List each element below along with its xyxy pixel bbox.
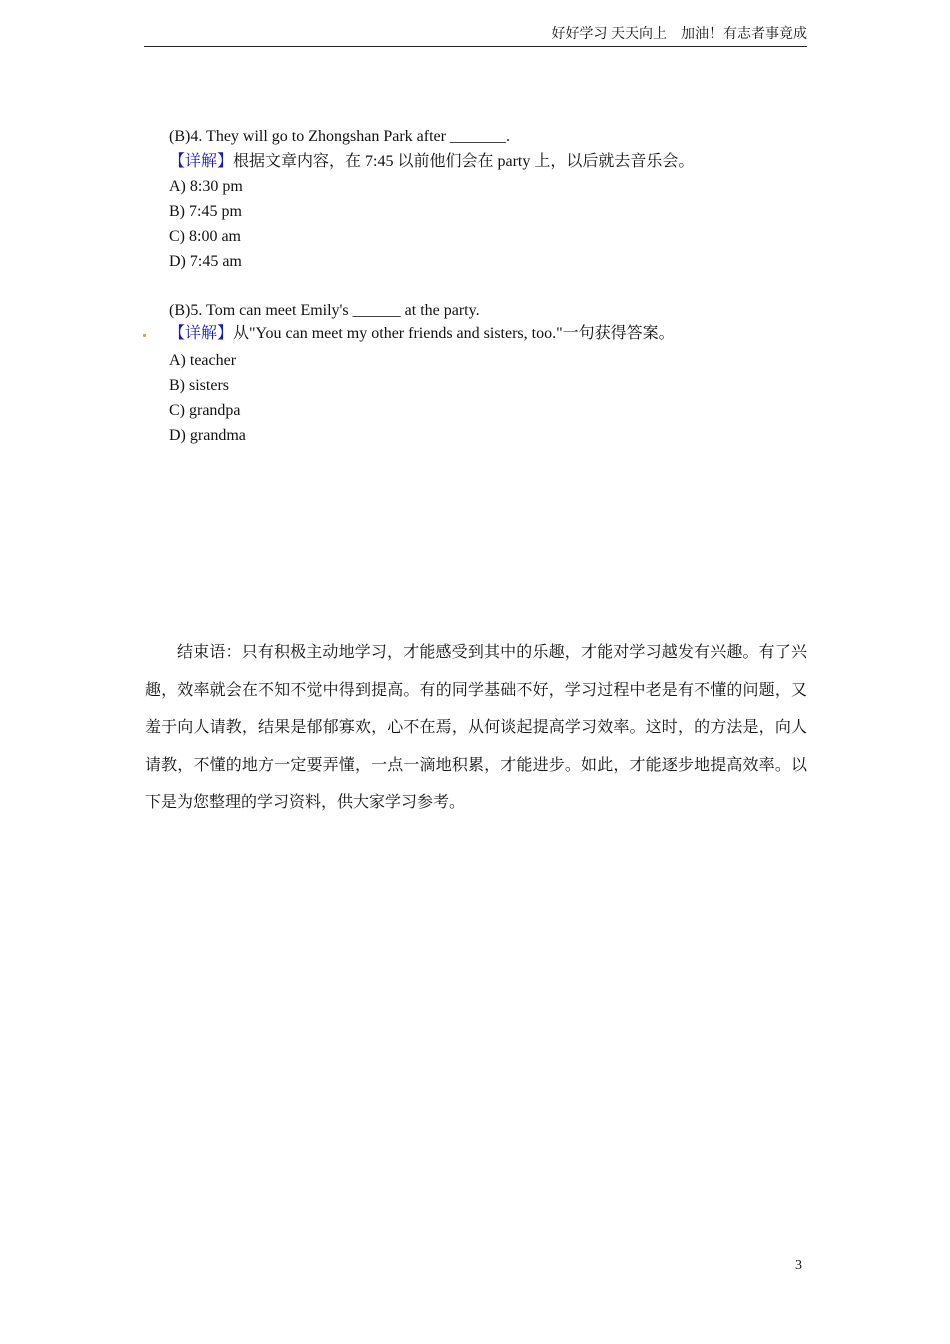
question-5 <box>169 298 675 448</box>
header-motto: 好好学习 天天向上 加油！有志者事竟成 <box>551 27 807 42</box>
option-c: C) 8:00 am <box>169 228 241 245</box>
option-d: D) grandma <box>169 427 246 444</box>
question-stem: (B)4. They will go to Zhongshan Park after _______. <box>169 128 510 145</box>
question-detail <box>169 149 694 174</box>
conclusion-paragraph: 结束语：只有积极主动地学习，才能感受到其中的乐趣，才能对学习越发有兴趣。有了兴趣，效率就会在不知不觉中得到提高。有的同学基础不好，学习过程中老是有不懂的问题，又羞于向人请教，结果是郁郁寡欢，心不在焉，从何谈起提高学习效率。这时，的方法是，向人请教，不懂的地方一定要弄懂，一点一滴地积累，才能进步。如此，才能逐步地提高效率。以下是为您整理的学习资料，供大家学习参考。 <box>145 644 807 811</box>
detail-text: 从"You can meet my other friends and sisters, too."一句获得答案。 <box>233 325 675 342</box>
question-4 <box>169 124 694 274</box>
option-a: A) 8:30 pm <box>169 178 243 195</box>
option-b: B) sisters <box>169 377 229 394</box>
page-number: 3 <box>795 1258 802 1273</box>
detail-text: 根据文章内容，在 7:45 以前他们会在 party 上，以后就去音乐会。 <box>233 153 695 170</box>
option-b: B) 7:45 pm <box>169 203 242 220</box>
option-a: A) teacher <box>169 352 237 369</box>
detail-tag: 【详解】 <box>169 325 234 342</box>
page-header <box>144 26 807 47</box>
option-c: C) grandpa <box>169 402 241 419</box>
detail-tag: 【详解】 <box>169 153 234 170</box>
question-stem: (B)5. Tom can meet Emily's ______ at the party. <box>169 302 480 319</box>
question-detail <box>169 323 675 345</box>
option-d: D) 7:45 am <box>169 253 242 270</box>
margin-dot <box>143 334 146 337</box>
